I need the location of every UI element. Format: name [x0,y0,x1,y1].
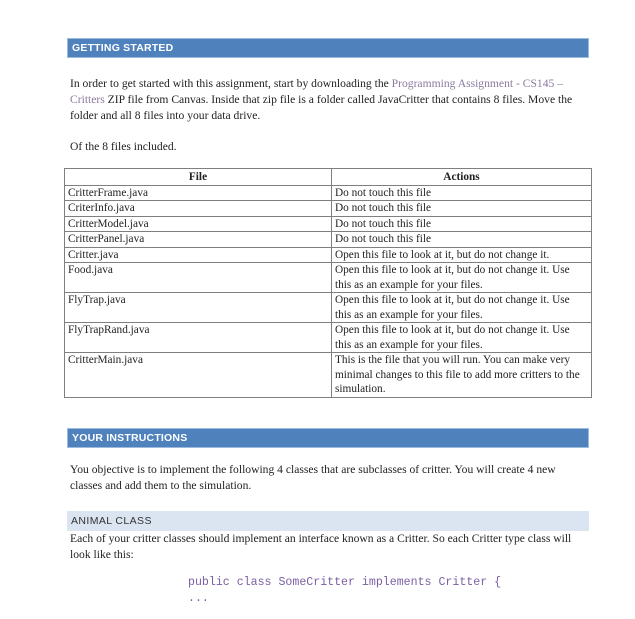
instructions-heading-bar [67,428,589,448]
file-name: CritterModel.java [65,216,332,232]
file-name: Food.java [65,263,332,293]
file-column-header: File [65,169,332,186]
actions-column-header: Actions [332,169,592,186]
file-action: Do not touch this file [332,201,592,217]
table-row [65,201,592,217]
objective-paragraph: You objective is to implement the following 4 classes that are subclasses of critter. You will create 4 new classes and add them to the simulation. [70,463,556,492]
table-row [65,216,592,232]
getting-started-heading-bar [67,38,589,58]
table-row [65,293,592,323]
assignment-link[interactable]: Programming Assignment - CS145 – Critters [70,77,564,106]
code-line-2: ... [188,592,209,605]
file-action: Open this file to look at it, but do not change it. Use this as an example for your files. [332,293,592,323]
table-row [65,263,592,293]
file-action: Do not touch this file [332,232,592,248]
file-name: CritterFrame.java [65,185,332,201]
file-name: CritterMain.java [65,353,332,398]
file-action: Open this file to look at it, but do not change it. [332,247,592,263]
code-line-1: public class SomeCritter implements Critter { [188,576,502,589]
file-name: Critter.java [65,247,332,263]
table-row [65,353,592,398]
interface-paragraph: Each of your critter classes should implement an interface known as a Critter. So each Critter type class will look like this: [70,532,572,561]
file-action: Open this file to look at it, but do not change it. Use this as an example for your files. [332,263,592,293]
file-action: Do not touch this file [332,216,592,232]
file-name: CritterPanel.java [65,232,332,248]
file-action: Open this file to look at it, but do not change it. Use this as an example for your files. [332,323,592,353]
file-name: CriterInfo.java [65,201,332,217]
table-row [65,232,592,248]
files-intro: Of the 8 files included. [70,140,177,153]
files-table-header [65,169,592,186]
intro-paragraph [70,76,590,124]
getting-started-heading: GETTING STARTED [72,42,174,54]
animal-class-subheading: ANIMAL CLASS [71,515,152,527]
file-name: FlyTrapRand.java [65,323,332,353]
table-row [65,323,592,353]
file-action: This is the file that you will run. You can make very minimal changes to this file to add more critters to the simulation. [332,353,592,398]
file-name: FlyTrap.java [65,293,332,323]
table-row [65,185,592,201]
file-action: Do not touch this file [332,185,592,201]
instructions-heading: YOUR INSTRUCTIONS [72,432,188,444]
intro-text-pre: In order to get started with this assignment, start by downloading the [70,77,392,90]
table-row [65,247,592,263]
intro-text-post: ZIP file from Canvas. Inside that zip file is a folder called JavaCritter that contains 8 files. Move the folder and all 8 files into your data drive. [70,93,573,122]
files-table [64,168,592,398]
animal-class-subheading-bar [67,511,589,531]
